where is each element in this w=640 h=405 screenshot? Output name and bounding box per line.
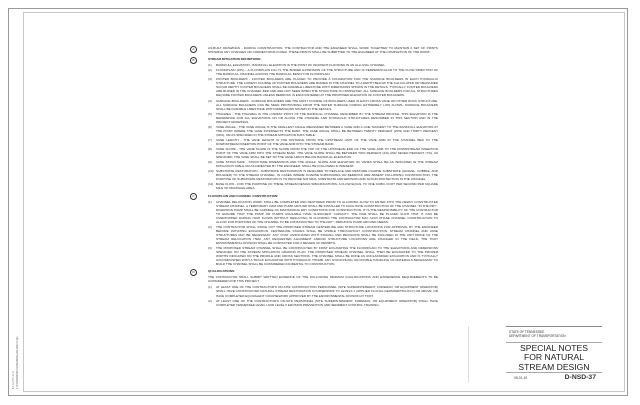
note-item-number: (1) [208,199,212,204]
margin-file-path: F:\STDDRAWINGS\STREAM\Sheet\D-NSD-37.dgn [17,336,19,389]
section-paragraph: AS-BUILT DRAWINGS - DURING CONSTRUCTION, THE CONTRACTOR AND THE ENGINEER SHALL WORK TOGETHER TO MAINTAIN A SET OF PRINTS SHOWING ANY CHANGES OR CORRECTIONS IN RED. THESE PRINTS SHALL BE SUBMITTED TO THE ENGINEER AT THE COMPLETION OF THE WORK. [208,46,438,55]
note-item [208,285,438,297]
note-section [190,57,438,190]
title-divider [468,326,469,382]
note-item-text: BASE FLOW - FOR THE PURPOSE OF THESE STREAM DESIGN SPECIFICATIONS, A FLOW EQUAL TO ONE CUBIC FOOT PER SECOND PER SQUARE MILE OF DRAINAGE AREA. [216,182,438,191]
note-item [208,169,438,181]
note-item-number: (2) [208,298,212,303]
note-item [208,138,438,146]
note-item-text: VANE STRUCTURE - STRUCTURE DIMENSIONS AND THE ANGLE, SLOPE AND ELEVATION OF VANES SHALL BE AS INDICATED IN THE STREAM MITIGATION TABLE OR AS DIRECTED BY THE ENGINEER. SHALL BE FOLLOWED IF PRESENT. [216,160,438,169]
section-intro: THE CONTRACTOR SHALL SUBMIT WRITTEN EVIDENCE OF THE FOLLOWING MINIMUM QUALIFICATIONS AND EXPERIENCE REQUIREMENTS TO BE CONSIDERED FOR THIS PROJECT. [208,275,438,284]
note-item-text: THE PROPOSED STREAM CHANNEL SHALL BE CONSTRUCTED BY FIRST EXCAVATING THE FLOODPLAIN TO THE ELEVATIONS AND DIMENSIONS SPECIFIED ON THE STREAM MITIGATION GRADING PLAN. THE PROPOSED STREAM CHANNEL SHALL THEN BE EXCAVATED TO THE PROPER WIDTHS INDICATED ON THE PROFILE AND CROSS SECTIONS. THE CHANNEL SHALL BE DONE AS UNCLASSIFIED EXCAVATION AND IS TYPICALLY ACCOMPLISHED WITH A TRACK EXCAVATOR WITH HYDRAULIC THUMB. ANY STOCKPILING OR DOUBLE HANDLING OF MATERIALS NECESSARY TO BUILD THE CHANNEL SHALL BE CONSIDERED INCIDENTAL TO CONSTRUCTION. [216,246,438,267]
note-item [208,225,438,245]
note-item-number: (11) [208,182,214,187]
note-item [208,68,438,76]
note-item-number: (4) [208,98,212,103]
sheet-title [506,343,602,373]
left-margin [9,9,21,395]
note-item [208,299,438,307]
note-item-number: (9) [208,160,212,165]
title-block [506,326,602,383]
note-item-text: BANKFULL ELEVATION - BANKFULL ELEVATION IS THE POINT OF INCIPIENT FLOODING IN AN ALLUVIAL CHANNEL. [216,63,386,68]
section-title: FLOODPLAIN AND CHANNEL CONSTRUCTION: [208,193,279,198]
note-item-number: (2) [208,224,212,229]
note-item-text: CHANNEL RELOCATION WORK SHALL BE COMPLETED AND RESTORED PRIOR TO ALLOWING FLOW TO ENTER INTO THE NEWLY CONSTRUCTED STREAM CHANNEL. A TEMPORARY DAM AND PUMP AROUND SHALL BE INSTALLED TO FACILITATE CONSTRUCTION OF THE CHANNEL "IN THE DRY". DIVERSION PUMP SHALL BE CAPABLE OF MAINTAINING DRY CONDITIONS FOR CONSTRUCTION. IT IS THE RESPONSIBILITY OF THE CONTRACTOR TO ENSURE THAT THE PUMP OR PUMPS AVAILABLE HAVE SUFFICIENT CAPACITY. THE DAM SHALL BE PLACED SUCH THAT IT CAN BE OVERTOPPED DURING HIGH FLOWS WITHOUT RESULTING IN FLOODING THE CONTRACTOR MAY ALSO PHASE CHANNEL CONSTRUCTION TO ALLOW FOR PORTIONS OF THE CHANNEL TO BE CONSTRUCTED "IN THE DRY", REDUCING PUMP-AROUND NEEDS. [216,199,438,224]
sheet-title-line-2: FOR NATURAL [523,352,584,363]
note-item-number: (2) [208,68,212,73]
note-item-text: FLOODPLAIN (FPL) - A FLOODPLAIN FILL IS THE BURIED EXTENSION OF THE STRUCTURE AND IS PERPENDICULAR TO THE FLOW DIRECTION OF THE BANKFULL CHANNEL ACROSS THE BANKFULL BENCH OR FLOODPLAIN. [216,68,438,77]
sheet-date: 09-01-19 [514,376,528,380]
note-item-number: (5) [208,111,212,116]
section-letter: B [190,57,197,64]
note-item-number: (7) [208,137,212,142]
note-item-text: VANE ANGLE - THE VANE ANGLE IS THE SMALLEST ANGLE MEASURED BETWEEN A VANE AND A LINE TANGENT TO THE BANKFULL ELEVATION AT THE POINT WHERE THE VANE INTERSECTS THE BANK. THE VANE ANGLE SHALL BE BETWEEN TWENTY PERCENT (20%) AND THIRTY PERCENT (30%), OR AS SPECIFIED IN THE STREAM MITIGATION DATA TABLE. [216,124,438,137]
note-item [208,99,438,111]
section-title: STREAM MITIGATION DEFINITIONS: [208,57,262,62]
note-item-text: VANE SLOPE - THE VANE SLOPE IS THE SLOPE FROM THE TOP OF THE UPSTREAM END OF THE VANE ARM TO THE DOWNSTREAM INSERTION POINT OF THE VANE ARM INTO THE STREAM BANK. THE VANE SLOPE SHALL BE BETWEEN TWO PERCENT (2%) AND SEVEN PERCENT (7%), AS SPECIFIED. THE VANE SHALL BE SET SO THE VANE ARM IS BELOW BANKFULL ELEVATION. [216,147,438,160]
note-item-text: AT LEAST ONE OF THE CONTRACTOR'S ON-SITE CONSTRUCTION PERSONNEL (SITE SUPERINTENDENT, FOREMAN, OR EQUIPMENT OPERATOR) SHALL HAVE CONSTRUCTED NATURAL STREAM RESTORATION COURSEWORK TO LEVELS 1 (APPLIED FLUVIAL GEOMORPHOLOGY) OR ABOVE, OR HAVE COMPLETED EQUIVALENT COURSEWORK APPROVED BY THE ENVIRONMENTAL DIVISION AT TDOT. [216,285,438,298]
sheet-info [506,373,602,383]
sheet-title-line-3: STREAM DESIGN [518,361,590,372]
note-item-text: AT LEAST ONE OF THE CONTRACTOR'S ON-SITE PERSONNEL (SITE SUPERINTENDENT, FOREMAN, OR EQUIPMENT OPERATOR) SHALL HAVE COMPLETED TENNESSEE LEVEL I AND LEVEL II EROSION PREVENTION AND SEDIMENT CONTROL TRAINING. [216,298,438,307]
note-item-number: (3) [208,77,212,82]
note-item-text: THALWEG - THE THALWEG IS THE LOWEST POINT OF THE BANKFULL CHANNEL DESCRIBED BY THE STREAM PROFILE. THIS ELEVATION IS THE REFERENCE FOR ALL ELEVATIONS ON OR ALONG THE CHANNEL AND HYDRAULIC STRUCTURES DESCRIBED IN THIS SECTION AND IN THE PROJECT DRAWINGS. [216,111,438,124]
note-item-text: SUBSTRATE RESTORATION - SUBSTRATE RESTORATION IS DESIGNED TO REPLACE AND RESTORE COARSE SUBSTRATE (GRAVEL, COBBLE, AND BOULDER) TO THE STREAM CHANNEL. IN CASES WHERE COARSE SUBSTRATES OR BEDROCK ARE ABSENT FOLLOWING CONSTRUCTION, THE PURPOSE OF SUBSTRATE RESTORATION IS TO PROVIDE NATURAL SUBSTRATE AND EROSION AND SCOUR PROTECTION IN THE CHANNEL. [216,169,438,182]
note-item-number: (8) [208,147,212,152]
section-letter: C [190,193,197,200]
note-item-number: (3) [208,246,212,251]
note-section [190,269,438,306]
agency-state: STATE OF TENNESSEE [509,330,545,334]
sheet-title-line-1: SPECIAL NOTES [520,343,588,353]
note-item-number: (6) [208,124,212,129]
note-item [208,77,438,97]
section-title: QUALIFICATIONS: [208,269,236,274]
note-item-number: (1) [208,285,212,290]
note-item-text: SURFACE BOULDERS - SURFACE BOULDERS ARE THE MOST COURSE OF BOULDERS USED IN EACH CROSS VANE OR OTHER ROCK STRUCTURE. ALL SURFACE BOULDERS CAN BE SEEN PROTRUDING FROM THE WATER SURFACE DURING EXTREMELY LOW FLOWS. SURFACE BOULDERS SHALL BE DURABLE LIMESTONE WITH DIMENSIONS SHOWN IN THE DETAILS. [216,98,438,111]
note-item-number: (10) [208,169,214,174]
section-letter: D [190,269,197,276]
note-item [208,182,438,190]
note-section [190,194,438,267]
note-item-text: VANE LENGTH - THE VANE LENGTH IS THE DISTANCE FROM THE UPSTREAM LIMIT OF THE VANE ARM AT THE CHANNEL BED TO THE DOWNSTREAM INSERTION POINT OF THE VANE ARM INTO THE STREAM BANK. [216,137,438,146]
note-item-number: (1) [208,63,212,68]
margin-date-text: 8-7-19 2:57 10:17 [13,370,15,389]
agency-department: DEPARTMENT OF TRANSPORTATION [509,334,566,338]
agency-block [506,327,602,343]
note-section [190,46,438,54]
notes-body [190,46,438,310]
note-item [208,160,438,168]
sheet-number: D-NSD-37 [564,374,596,381]
note-item [208,112,438,124]
note-item [208,200,438,224]
note-item-text: THE CONTRACTOR SHALL STAKE OUT THE PROPOSED STREAM CENTERLINE AND STRUCTURE LOCATIONS FOR APPROVAL BY THE ENGINEER BEFORE INITIATING EXCAVATION. CENTERLINE STAKES SHALL BE VISIBLE THROUGHOUT CONSTRUCTION. STREAM CHANNEL AND VANE STRUCTURES MAY BE NECESSARY. ANY COST ASSOCIATED WITH STAKING AND REVISIONS SHALL BE INCLUDED IN THE UNIT PRICE OF THE STREAM RELOCATION ITEM. ANY REQUESTED ALIGNMENT AND/OR STRUCTURE LOCATIONS ARE CHANGED IN THE FIELD, THE TDOT ENVIRONMENTAL DIVISION SHALL BE CONTACTED FOR A REVIEW OF PERMITS. [216,224,438,246]
note-item [208,125,438,137]
note-item-text: FOOTER BOULDERS - FOOTER BOULDERS ARE PLACED TO PROVIDE A FOUNDATION FOR THE SURFACE BOULDERS IN EACH HYDRAULIC STRUCTURE. THE LOWEST COURSE OF FOOTER BOULDERS ARE BURIED IN THE CHANNEL TO A DEPTH BELOW THE CALCULATED OR MEASURED SCOUR DEPTH. FOOTER BOULDERS SHALL BE DURABLE LIMESTONE WITH DIMENSIONS SHOWN IN THE DETAILS. TYPICALLY, FOOTER BOULDERS ARE BURIED IN THE CHANNEL BED AND ARE NOT SEEN WHEN THE STRUCTURE IS COMPLETED. ALL SURFACE BOULDERS FOR ALL STRUCTURES REQUIRE FOOTER BOULDERS UNLESS BEDROCK IS ENCOUNTERED AT THE PROPOSED ELEVATION OF FOOTER BOULDERS. [216,77,438,98]
note-item [208,63,438,67]
note-item [208,147,438,159]
section-letter: A [190,46,197,53]
note-item [208,246,438,266]
